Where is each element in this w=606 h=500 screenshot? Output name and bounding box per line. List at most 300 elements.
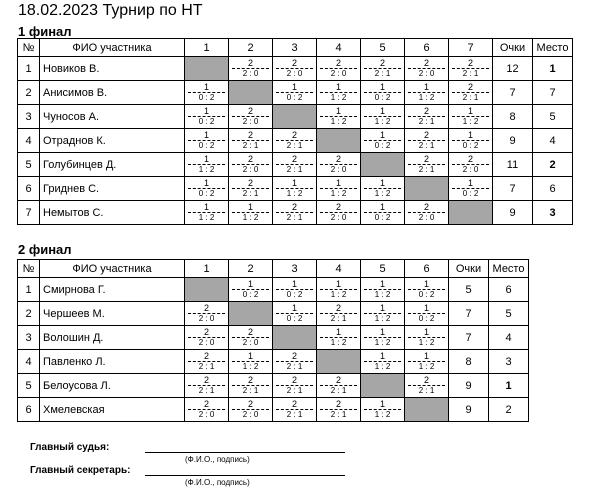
final-place: 5 <box>533 105 573 129</box>
match-result-cell <box>185 201 229 225</box>
match-result-cell <box>449 105 493 129</box>
row-num: 1 <box>18 278 40 302</box>
match-score: 1 : 2 <box>418 93 435 102</box>
chief-judge-line <box>145 452 345 453</box>
self-match-cell <box>405 177 449 201</box>
row-num: 2 <box>18 302 40 326</box>
match-result-cell <box>185 153 229 177</box>
match-points: 1 <box>467 130 473 140</box>
header-col-4: 4 <box>317 39 361 57</box>
total-points: 9 <box>449 398 489 422</box>
header-name: ФИО участника <box>40 39 185 57</box>
match-score: 2 : 1 <box>198 362 215 371</box>
match-score: 2 : 1 <box>198 386 215 395</box>
match-points: 1 <box>423 327 429 337</box>
match-points: 1 <box>203 130 209 140</box>
match-points: 1 <box>423 303 429 313</box>
total-points: 8 <box>449 350 489 374</box>
match-result-cell <box>273 129 317 153</box>
row-num: 1 <box>18 57 40 81</box>
match-score: 1 : 2 <box>418 338 435 347</box>
match-result-cell <box>317 81 361 105</box>
table-row <box>18 129 573 153</box>
match-points: 1 <box>247 351 253 361</box>
header-col-2: 2 <box>229 260 273 278</box>
self-match-cell <box>273 105 317 129</box>
match-points: 1 <box>379 178 385 188</box>
match-score: 0 : 2 <box>286 290 303 299</box>
table-row <box>18 350 529 374</box>
participant-name: Гриднев С. <box>40 177 185 201</box>
row-num: 3 <box>18 326 40 350</box>
match-score: 1 : 2 <box>374 410 391 419</box>
match-points: 1 <box>379 399 385 409</box>
chief-secretary-note: (Ф.И.О., подпись) <box>185 478 250 487</box>
self-match-cell <box>405 398 449 422</box>
participant-name: Немытов С. <box>40 201 185 225</box>
chief-secretary-line <box>145 475 345 476</box>
match-score: 1 : 2 <box>242 362 259 371</box>
match-result-cell <box>185 374 229 398</box>
match-points: 2 <box>467 82 473 92</box>
match-score: 0 : 2 <box>374 93 391 102</box>
match-points: 2 <box>423 106 429 116</box>
final-place: 7 <box>533 81 573 105</box>
match-result-cell <box>405 326 449 350</box>
match-score: 1 : 2 <box>330 290 347 299</box>
row-num: 7 <box>18 201 40 225</box>
match-points: 2 <box>247 178 253 188</box>
row-num: 6 <box>18 177 40 201</box>
match-score: 2 : 0 <box>330 213 347 222</box>
final-1-table <box>17 38 573 225</box>
match-points: 2 <box>335 399 341 409</box>
match-points: 2 <box>291 154 297 164</box>
match-result-cell <box>405 105 449 129</box>
participant-name: Павленко Л. <box>40 350 185 374</box>
match-score: 0 : 2 <box>286 93 303 102</box>
header-col-3: 3 <box>273 39 317 57</box>
match-score: 1 : 2 <box>330 93 347 102</box>
total-points: 7 <box>449 326 489 350</box>
final-2-table <box>17 259 529 422</box>
participant-name: Новиков В. <box>40 57 185 81</box>
match-result-cell <box>361 129 405 153</box>
match-result-cell <box>185 81 229 105</box>
total-points: 7 <box>493 81 533 105</box>
match-points: 2 <box>379 58 385 68</box>
match-score: 1 : 2 <box>198 213 215 222</box>
header-col-6: 6 <box>405 260 449 278</box>
match-points: 2 <box>423 130 429 140</box>
match-points: 1 <box>379 351 385 361</box>
final-place: 1 <box>489 374 529 398</box>
match-points: 1 <box>335 82 341 92</box>
match-points: 2 <box>291 130 297 140</box>
match-score: 2 : 1 <box>286 386 303 395</box>
table-row <box>18 374 529 398</box>
match-score: 2 : 0 <box>242 165 259 174</box>
match-result-cell <box>229 57 273 81</box>
match-points: 2 <box>335 58 341 68</box>
match-score: 2 : 0 <box>242 69 259 78</box>
total-points: 7 <box>493 177 533 201</box>
total-points: 12 <box>493 57 533 81</box>
match-score: 1 : 2 <box>330 338 347 347</box>
match-result-cell <box>229 201 273 225</box>
match-score: 2 : 1 <box>242 141 259 150</box>
total-points: 11 <box>493 153 533 177</box>
match-points: 1 <box>203 82 209 92</box>
match-score: 2 : 0 <box>418 69 435 78</box>
match-points: 1 <box>379 106 385 116</box>
match-result-cell <box>405 153 449 177</box>
match-result-cell <box>361 326 405 350</box>
match-points: 1 <box>203 154 209 164</box>
table-row <box>18 302 529 326</box>
match-score: 1 : 2 <box>242 213 259 222</box>
table-row <box>18 177 573 201</box>
match-result-cell <box>229 326 273 350</box>
match-result-cell <box>317 374 361 398</box>
match-points: 1 <box>379 303 385 313</box>
self-match-cell <box>317 129 361 153</box>
header-points: Очки <box>493 39 533 57</box>
total-points: 9 <box>449 374 489 398</box>
final-place: 3 <box>489 350 529 374</box>
match-result-cell <box>405 129 449 153</box>
match-points: 1 <box>379 130 385 140</box>
page-title: 18.02.2023 Турнир по НТ <box>18 2 203 19</box>
match-result-cell <box>405 81 449 105</box>
participant-name: Голубинцев Д. <box>40 153 185 177</box>
match-points: 1 <box>379 202 385 212</box>
match-score: 2 : 0 <box>242 338 259 347</box>
table-row <box>18 201 573 225</box>
match-score: 2 : 1 <box>330 314 347 323</box>
match-result-cell <box>229 129 273 153</box>
total-points: 5 <box>449 278 489 302</box>
participant-name: Отраднов К. <box>40 129 185 153</box>
match-score: 2 : 0 <box>462 165 479 174</box>
match-result-cell <box>361 57 405 81</box>
participant-name: Хмелевская <box>40 398 185 422</box>
row-num: 4 <box>18 129 40 153</box>
table-row <box>18 153 573 177</box>
match-points: 1 <box>247 279 253 289</box>
match-score: 2 : 0 <box>242 117 259 126</box>
match-result-cell <box>185 302 229 326</box>
match-points: 1 <box>291 279 297 289</box>
final-place: 5 <box>489 302 529 326</box>
match-points: 1 <box>467 106 473 116</box>
match-points: 2 <box>423 375 429 385</box>
match-score: 2 : 1 <box>286 141 303 150</box>
match-result-cell <box>317 326 361 350</box>
match-score: 0 : 2 <box>286 314 303 323</box>
match-score: 1 : 2 <box>374 338 391 347</box>
header-col-6: 6 <box>405 39 449 57</box>
match-points: 2 <box>247 106 253 116</box>
match-points: 1 <box>379 82 385 92</box>
match-result-cell <box>317 105 361 129</box>
match-result-cell <box>229 398 273 422</box>
match-result-cell <box>361 350 405 374</box>
header-col-1: 1 <box>185 39 229 57</box>
match-result-cell <box>405 302 449 326</box>
match-points: 2 <box>291 375 297 385</box>
match-result-cell <box>185 326 229 350</box>
match-score: 0 : 2 <box>198 93 215 102</box>
match-score: 1 : 2 <box>330 117 347 126</box>
header-name: ФИО участника <box>40 260 185 278</box>
match-result-cell <box>361 177 405 201</box>
match-points: 2 <box>291 202 297 212</box>
match-score: 2 : 1 <box>286 410 303 419</box>
match-points: 1 <box>203 202 209 212</box>
match-points: 1 <box>203 106 209 116</box>
chief-secretary-label: Главный секретарь: <box>30 465 131 476</box>
match-points: 1 <box>335 327 341 337</box>
match-points: 1 <box>423 279 429 289</box>
final-place: 6 <box>533 177 573 201</box>
final-place: 4 <box>489 326 529 350</box>
match-score: 0 : 2 <box>418 314 435 323</box>
match-result-cell <box>317 177 361 201</box>
match-result-cell <box>317 153 361 177</box>
match-points: 1 <box>467 178 473 188</box>
participant-name: Чершеев М. <box>40 302 185 326</box>
match-points: 2 <box>247 154 253 164</box>
match-result-cell <box>317 57 361 81</box>
match-points: 2 <box>335 202 341 212</box>
match-score: 0 : 2 <box>198 189 215 198</box>
match-points: 2 <box>247 327 253 337</box>
match-result-cell <box>229 278 273 302</box>
match-result-cell <box>449 81 493 105</box>
final-2-heading: 2 финал <box>18 242 72 257</box>
match-points: 2 <box>247 399 253 409</box>
match-result-cell <box>229 374 273 398</box>
match-result-cell <box>273 398 317 422</box>
match-points: 1 <box>291 178 297 188</box>
self-match-cell <box>229 302 273 326</box>
match-result-cell <box>273 57 317 81</box>
match-result-cell <box>361 81 405 105</box>
match-result-cell <box>361 398 405 422</box>
header-col-2: 2 <box>229 39 273 57</box>
match-score: 0 : 2 <box>198 117 215 126</box>
match-score: 1 : 2 <box>374 117 391 126</box>
final-place: 1 <box>533 57 573 81</box>
match-result-cell <box>449 153 493 177</box>
match-result-cell <box>229 177 273 201</box>
match-score: 2 : 1 <box>462 93 479 102</box>
final-place: 4 <box>533 129 573 153</box>
match-result-cell <box>185 398 229 422</box>
final-place: 6 <box>489 278 529 302</box>
match-result-cell <box>361 278 405 302</box>
match-score: 0 : 2 <box>242 290 259 299</box>
match-points: 1 <box>379 327 385 337</box>
match-points: 2 <box>291 399 297 409</box>
match-result-cell <box>317 201 361 225</box>
match-points: 1 <box>423 351 429 361</box>
table-row <box>18 278 529 302</box>
match-result-cell <box>317 302 361 326</box>
match-result-cell <box>229 153 273 177</box>
match-score: 2 : 1 <box>418 141 435 150</box>
match-result-cell <box>449 57 493 81</box>
total-points: 7 <box>449 302 489 326</box>
match-score: 0 : 2 <box>374 213 391 222</box>
table-row <box>18 326 529 350</box>
match-score: 0 : 2 <box>462 141 479 150</box>
match-points: 2 <box>423 58 429 68</box>
match-points: 2 <box>247 375 253 385</box>
match-result-cell <box>273 177 317 201</box>
final-place: 3 <box>533 201 573 225</box>
match-points: 2 <box>291 351 297 361</box>
chief-judge-note: (Ф.И.О., подпись) <box>185 455 250 464</box>
row-num: 6 <box>18 398 40 422</box>
match-points: 2 <box>203 351 209 361</box>
match-score: 0 : 2 <box>462 189 479 198</box>
match-score: 1 : 2 <box>330 189 347 198</box>
match-points: 2 <box>247 130 253 140</box>
row-num: 5 <box>18 374 40 398</box>
participant-name: Чуносов А. <box>40 105 185 129</box>
match-result-cell <box>405 278 449 302</box>
match-score: 1 : 2 <box>374 362 391 371</box>
self-match-cell <box>185 278 229 302</box>
total-points: 8 <box>493 105 533 129</box>
self-match-cell <box>185 57 229 81</box>
match-score: 2 : 0 <box>198 314 215 323</box>
match-points: 2 <box>467 154 473 164</box>
match-result-cell <box>185 350 229 374</box>
match-score: 1 : 2 <box>198 165 215 174</box>
match-result-cell <box>449 129 493 153</box>
match-score: 2 : 1 <box>330 386 347 395</box>
table-row <box>18 398 529 422</box>
match-result-cell <box>185 177 229 201</box>
header-col-3: 3 <box>273 260 317 278</box>
self-match-cell <box>273 326 317 350</box>
match-score: 2 : 1 <box>330 410 347 419</box>
match-score: 2 : 1 <box>418 386 435 395</box>
match-points: 1 <box>423 82 429 92</box>
match-points: 2 <box>423 154 429 164</box>
match-points: 2 <box>291 58 297 68</box>
match-result-cell <box>273 302 317 326</box>
match-result-cell <box>405 374 449 398</box>
header-points: Очки <box>449 260 489 278</box>
match-points: 2 <box>203 399 209 409</box>
match-score: 0 : 2 <box>198 141 215 150</box>
match-score: 1 : 2 <box>462 117 479 126</box>
final-place: 2 <box>533 153 573 177</box>
match-points: 2 <box>335 154 341 164</box>
match-result-cell <box>185 129 229 153</box>
table-row <box>18 57 573 81</box>
self-match-cell <box>229 81 273 105</box>
match-result-cell <box>361 201 405 225</box>
row-num: 2 <box>18 81 40 105</box>
match-points: 1 <box>203 178 209 188</box>
match-score: 1 : 2 <box>374 290 391 299</box>
participant-name: Смирнова Г. <box>40 278 185 302</box>
row-num: 4 <box>18 350 40 374</box>
header-col-1: 1 <box>185 260 229 278</box>
match-result-cell <box>361 105 405 129</box>
match-score: 2 : 1 <box>286 165 303 174</box>
self-match-cell <box>361 153 405 177</box>
chief-judge-label: Главный судья: <box>30 442 110 453</box>
table-row <box>18 105 573 129</box>
match-score: 2 : 1 <box>418 117 435 126</box>
match-points: 2 <box>247 58 253 68</box>
participant-name: Белоусова Л. <box>40 374 185 398</box>
match-points: 1 <box>335 279 341 289</box>
match-result-cell <box>273 153 317 177</box>
total-points: 9 <box>493 129 533 153</box>
match-score: 2 : 0 <box>330 165 347 174</box>
match-result-cell <box>273 81 317 105</box>
match-result-cell <box>273 374 317 398</box>
match-score: 2 : 0 <box>198 338 215 347</box>
match-result-cell <box>405 57 449 81</box>
match-result-cell <box>405 350 449 374</box>
match-points: 2 <box>335 303 341 313</box>
self-match-cell <box>361 374 405 398</box>
header-col-5: 5 <box>361 39 405 57</box>
match-points: 2 <box>423 202 429 212</box>
self-match-cell <box>449 201 493 225</box>
match-score: 2 : 1 <box>462 69 479 78</box>
match-points: 2 <box>335 375 341 385</box>
match-score: 2 : 1 <box>418 165 435 174</box>
match-result-cell <box>361 302 405 326</box>
match-result-cell <box>273 278 317 302</box>
match-score: 2 : 1 <box>242 386 259 395</box>
participant-name: Волошин Д. <box>40 326 185 350</box>
match-score: 1 : 2 <box>374 189 391 198</box>
match-result-cell <box>273 201 317 225</box>
total-points: 9 <box>493 201 533 225</box>
match-result-cell <box>449 177 493 201</box>
match-score: 1 : 2 <box>418 362 435 371</box>
match-score: 2 : 1 <box>286 362 303 371</box>
match-score: 0 : 2 <box>418 290 435 299</box>
row-num: 5 <box>18 153 40 177</box>
self-match-cell <box>317 350 361 374</box>
header-num: № <box>18 260 40 278</box>
match-result-cell <box>405 201 449 225</box>
match-result-cell <box>317 278 361 302</box>
match-points: 1 <box>335 106 341 116</box>
match-result-cell <box>273 350 317 374</box>
match-score: 2 : 0 <box>198 410 215 419</box>
match-score: 2 : 0 <box>330 69 347 78</box>
match-score: 2 : 1 <box>242 189 259 198</box>
header-num: № <box>18 39 40 57</box>
match-score: 2 : 0 <box>242 410 259 419</box>
match-score: 2 : 1 <box>286 213 303 222</box>
match-points: 1 <box>291 82 297 92</box>
participant-name: Анисимов В. <box>40 81 185 105</box>
final-1-heading: 1 финал <box>18 24 72 39</box>
